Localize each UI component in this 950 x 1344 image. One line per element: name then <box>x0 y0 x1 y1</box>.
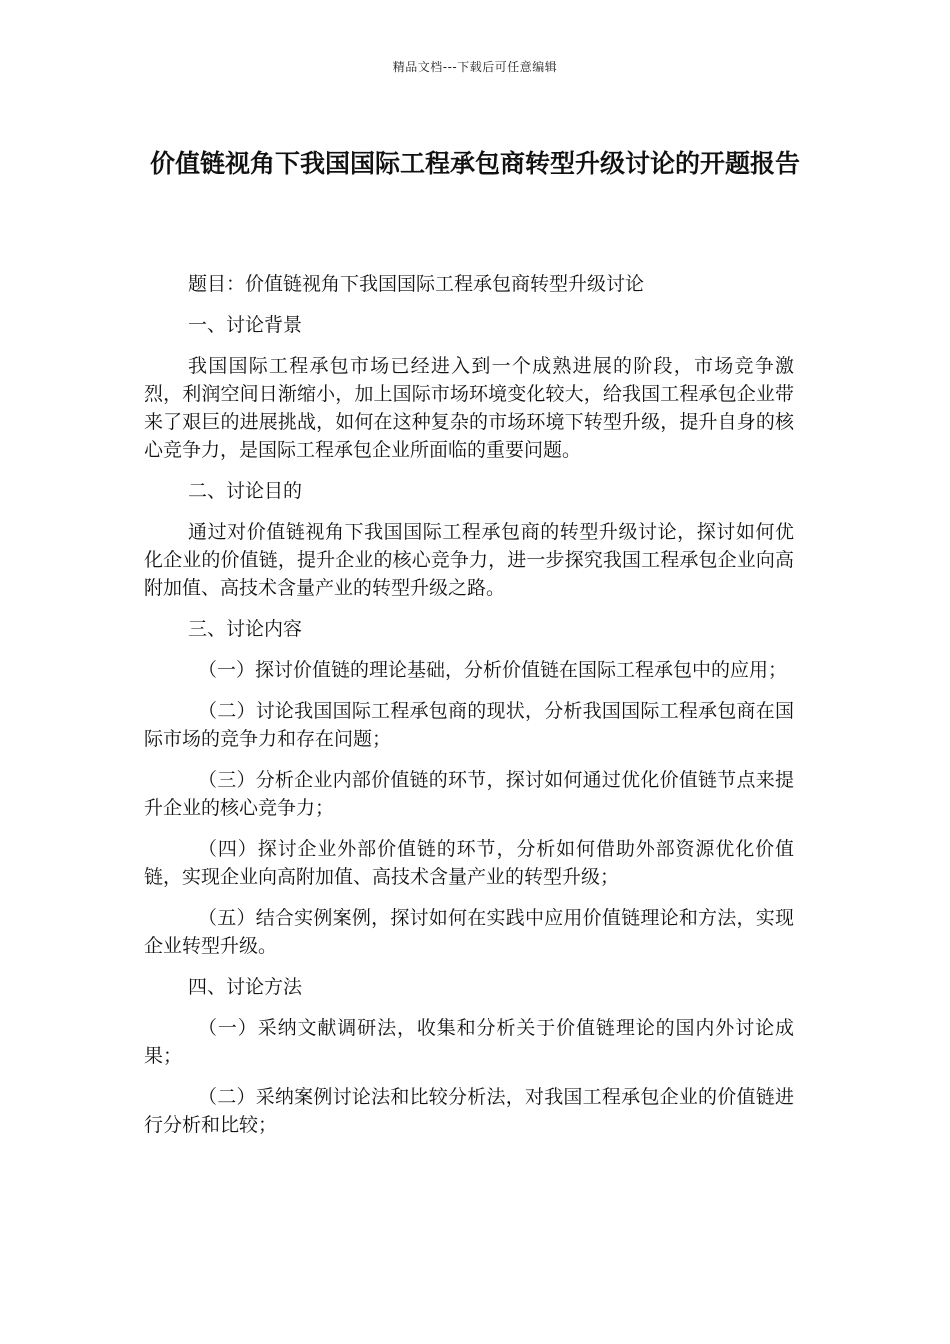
page-header: 精品文档---下载后可任意编辑 <box>392 60 558 74</box>
section-heading-background: 一、讨论背景 <box>188 314 303 336</box>
content-item-2: （二）讨论我国国际工程承包商的现状，分析我国国际工程承包商在国际市场的竞争力和存在问题； <box>144 700 794 750</box>
content-item-3: （三）分析企业内部价值链的环节，探讨如何通过优化价值链节点来提升企业的核心竞争力； <box>144 769 794 819</box>
document-body <box>144 270 794 1152</box>
section-heading-purpose: 二、讨论目的 <box>188 480 303 502</box>
topic-line: 题目：价值链视角下我国国际工程承包商转型升级讨论 <box>188 273 645 295</box>
section-heading-content: 三、讨论内容 <box>188 618 303 640</box>
content-item-5: （五）结合实例案例，探讨如何在实践中应用价值链理论和方法，实现企业转型升级。 <box>144 907 794 957</box>
method-item-2: （二）采纳案例讨论法和比较分析法，对我国工程承包企业的价值链进行分析和比较； <box>144 1086 794 1136</box>
section-heading-method: 四、讨论方法 <box>188 976 303 998</box>
paragraph-purpose: 通过对价值链视角下我国国际工程承包商的转型升级讨论，探讨如何优化企业的价值链，提升企业的核心竞争力，进一步探究我国工程承包企业向高附加值、高技术含量产业的转型升级之路。 <box>144 521 794 599</box>
content-item-1: （一）探讨价值链的理论基础，分析价值链在国际工程承包中的应用； <box>198 659 788 681</box>
content-item-4: （四）探讨企业外部价值链的环节，分析如何借助外部资源优化价值链，实现企业向高附加值、高技术含量产业的转型升级； <box>144 838 794 888</box>
method-item-1: （一）采纳文献调研法，收集和分析关于价值链理论的国内外讨论成果； <box>144 1017 794 1067</box>
paragraph-background: 我国国际工程承包市场已经进入到一个成熟进展的阶段，市场竞争激烈，利润空间日渐缩小，加上国际市场环境变化较大，给我国工程承包企业带来了艰巨的进展挑战，如何在这种复杂的市场环境下转型升级，提升自身的核心竞争力，是国际工程承包企业所面临的重要问题。 <box>144 355 794 461</box>
document-title: 价值链视角下我国国际工程承包商转型升级讨论的开题报告 <box>149 149 800 178</box>
